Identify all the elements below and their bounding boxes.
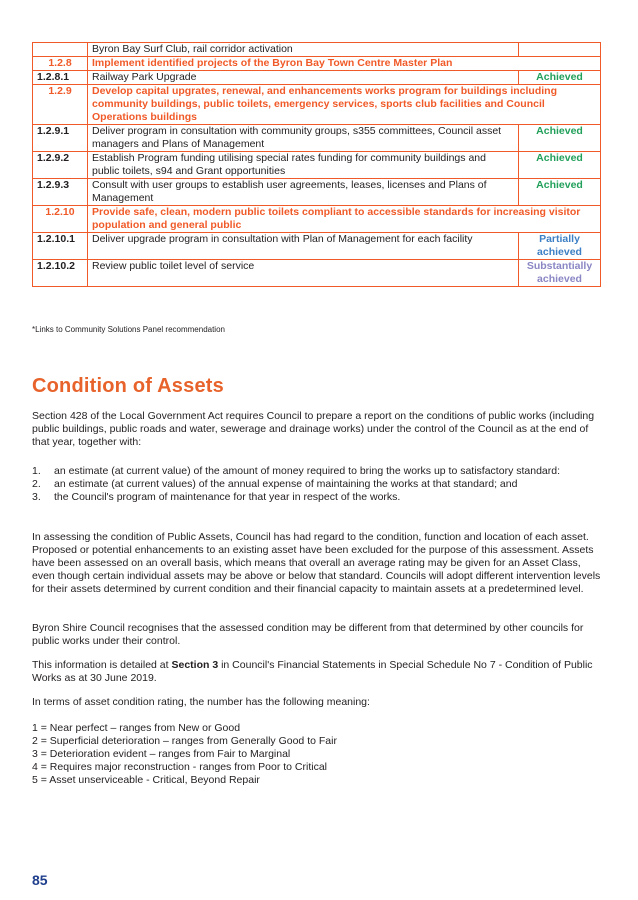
item-description: Railway Park Upgrade (88, 71, 519, 85)
status-badge: Substantially achieved (519, 260, 601, 287)
list-item-number: 3. (32, 491, 41, 503)
status-badge: Achieved (519, 152, 601, 179)
item-description: Review public toilet level of service (88, 260, 519, 287)
list-item-text: an estimate (at current values) of the annual expense of maintaining the works at that standard; and (54, 478, 518, 490)
list-item-number: 2. (32, 478, 41, 490)
item-description: Byron Bay Surf Club, rail corridor activation (88, 43, 519, 57)
heading-number: 1.2.8 (33, 57, 88, 71)
status-badge: Achieved (519, 125, 601, 152)
status-badge (519, 43, 601, 57)
item-description: Consult with user groups to establish user agreements, leases, licenses and Plans of Management (88, 179, 519, 206)
table-row (33, 43, 601, 57)
action-plan-table-body (33, 43, 601, 287)
list-item (32, 478, 606, 491)
list-item-text: the Council's program of maintenance for that year in respect of the works. (54, 491, 401, 503)
item-description: Establish Program funding utilising special rates funding for community buildings and public toilets, s94 and Grant opportunities (88, 152, 519, 179)
table-heading-row (33, 206, 601, 233)
item-number: 1.2.8.1 (33, 71, 88, 85)
item-number (33, 43, 88, 57)
table-row (33, 233, 601, 260)
list-item (32, 465, 606, 478)
table-row (33, 125, 601, 152)
table-row (33, 152, 601, 179)
recognises-paragraph: Byron Shire Council recognises that the assessed condition may be different from that determined by other councils for public works under their control. (32, 622, 584, 647)
item-description: Deliver program in consultation with community groups, s355 committees, Council asset managers and Plans of Management (88, 125, 519, 152)
status-badge: Partially achieved (519, 233, 601, 260)
item-number: 1.2.9.3 (33, 179, 88, 206)
terms-paragraph: In terms of asset condition rating, the number has the following meaning: (32, 696, 370, 708)
heading-number: 1.2.9 (33, 85, 88, 125)
rating-item: 4 = Requires major reconstruction - ranges from Poor to Critical (32, 761, 327, 773)
condition-ratings-list (32, 722, 606, 787)
item-number: 1.2.10.1 (33, 233, 88, 260)
heading-text: Provide safe, clean, modern public toilets compliant to accessible standards for increasing visitor population and general public (88, 206, 601, 233)
item-description: Deliver upgrade program in consultation with Plan of Management for each facility (88, 233, 519, 260)
item-number: 1.2.9.1 (33, 125, 88, 152)
requirements-list (32, 465, 606, 504)
table-row (33, 179, 601, 206)
item-number: 1.2.10.2 (33, 260, 88, 287)
table-footnote: *Links to Community Solutions Panel recommendation (32, 325, 225, 334)
table-row (33, 71, 601, 85)
status-badge: Achieved (519, 71, 601, 85)
action-plan-table (32, 42, 601, 287)
heading-text: Implement identified projects of the Byron Bay Town Centre Master Plan (88, 57, 601, 71)
rating-item: 1 = Near perfect – ranges from New or Good (32, 722, 241, 734)
item-number: 1.2.9.2 (33, 152, 88, 179)
info-paragraph: This information is detailed at Section 3 in Council's Financial Statements in Special Schedule No 7 - Condition of Public Works as at 30 June 2019. (32, 659, 593, 684)
status-badge: Achieved (519, 179, 601, 206)
table-row (33, 260, 601, 287)
page-number: 85 (32, 872, 48, 888)
section-3-reference: Section 3 (171, 659, 219, 671)
table-heading-row (33, 57, 601, 71)
list-item-number: 1. (32, 465, 41, 477)
heading-number: 1.2.10 (33, 206, 88, 233)
assessing-paragraph: In assessing the condition of Public Assets, Council has had regard to the condition, function and location of each asset. Proposed or potential enhancements to an existing asset have been excluded for the purpose of this assessment. Assets have been assessed on an overall basis, which means that overall an average rating may be given for an Asset Class, even though certain individual assets may be above or below that standard. Councils will adopt different intervention levels for their assets determined by current condition and their financial capacity to maintain assets at a predetermined level. (32, 531, 601, 595)
table-heading-row (33, 85, 601, 125)
rating-item: 5 = Asset unserviceable - Critical, Beyond Repair (32, 774, 260, 786)
rating-item: 2 = Superficial deterioration – ranges from Generally Good to Fair (32, 735, 337, 747)
list-item (32, 491, 606, 504)
list-item-text: an estimate (at current value) of the amount of money required to bring the works up to satisfactory standard: (54, 465, 561, 477)
heading-text: Develop capital upgrates, renewal, and enhancements works program for buildings including community buildings, public toilets, emergency services, sports club facilities and Council Operations buildings (88, 85, 601, 125)
rating-item: 3 = Deterioration evident – ranges from Fair to Marginal (32, 748, 291, 760)
intro-paragraph: Section 428 of the Local Government Act requires Council to prepare a report on the conditions of public works (including public buildings, public roads and water, sewerage and drainage works) under the control of the Council as at the end of that year, together with: (32, 410, 595, 448)
section-title: Condition of Assets (32, 375, 224, 397)
